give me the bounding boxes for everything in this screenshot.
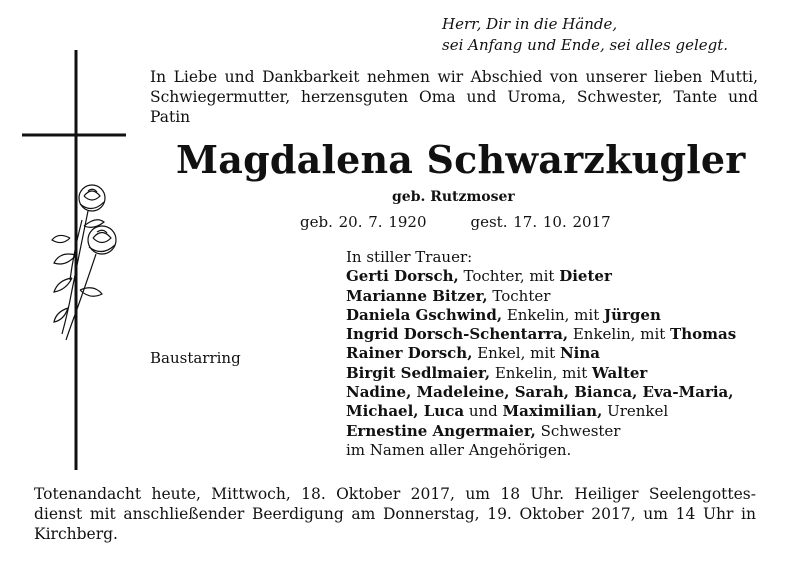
- mourner-row: [346, 344, 756, 363]
- grandchildren-names: Nadine, Madeleine, Sarah, Bianca, Eva-Maria,: [346, 383, 734, 402]
- service-info: [34, 484, 756, 544]
- grandchildren-line-1: [346, 383, 756, 402]
- sister-row: [346, 422, 756, 441]
- sister-relation: Schwester: [535, 421, 621, 440]
- mourner-row: [346, 267, 756, 286]
- mourner-name: Daniela Gschwind,: [346, 305, 503, 324]
- mourner-relation: Tochter: [487, 286, 551, 305]
- mourner-name: Ingrid Dorsch-Schentarra,: [346, 325, 569, 344]
- grandchildren-line-2: [346, 402, 756, 421]
- mourner-row: [346, 364, 756, 383]
- cross-with-roses-icon: [22, 50, 132, 470]
- mourners-list: [346, 248, 756, 460]
- service-info-line-1: Totenandacht heute, Mittwoch, 18. Oktober 2017, um 18 Uhr. Heiliger Seelengottes-: [34, 485, 756, 503]
- conjunction: und: [464, 402, 503, 421]
- mourner-partner: Dieter: [559, 267, 612, 286]
- grandchildren-names-2: Michael, Luca: [346, 402, 465, 421]
- mourner-partner: Nina: [559, 344, 600, 363]
- grandchildren-relation: Urenkel: [602, 402, 669, 421]
- motto-line-1: Herr, Dir in die Hände,: [442, 15, 618, 33]
- birth-date: geb. 20. 7. 1920: [300, 213, 427, 231]
- deceased-name: Magdalena Schwarzkugler: [176, 137, 746, 182]
- mourner-name: Rainer Dorsch,: [346, 344, 473, 363]
- mourner-relation: Enkelin, mit: [490, 363, 592, 382]
- mourner-relation: Tochter, mit: [458, 267, 560, 286]
- place-name: Baustarring: [150, 349, 241, 367]
- mourning-header: In stiller Trauer:: [346, 248, 473, 266]
- closing-line: im Namen aller Angehörigen.: [346, 440, 572, 459]
- mourner-relation: Enkelin, mit: [502, 305, 604, 324]
- service-info-line-3: Kirchberg.: [34, 525, 118, 543]
- mourner-partner: Jürgen: [604, 305, 661, 324]
- motto-line-2: sei Anfang und Ende, sei alles gelegt.: [442, 36, 729, 54]
- mourner-name: Marianne Bitzer,: [346, 286, 488, 305]
- sister-name: Ernestine Angermaier,: [346, 421, 536, 440]
- service-info-line-2: dienst mit anschließender Beerdigung am Donnerstag, 19. Oktober 2017, um 14 Uhr in: [34, 505, 756, 523]
- mourner-partner: Thomas: [670, 325, 737, 344]
- mourner-row: [346, 306, 756, 325]
- mourner-row: [346, 287, 756, 306]
- death-date: gest. 17. 10. 2017: [470, 213, 611, 231]
- mourner-partner: Walter: [592, 363, 648, 382]
- mourner-row: [346, 325, 756, 344]
- motto: [442, 14, 728, 56]
- grandchild-name: Maximilian,: [502, 402, 603, 421]
- life-dates: [300, 212, 611, 232]
- mourner-relation: Enkel, mit: [472, 344, 560, 363]
- mourner-name: Gerti Dorsch,: [346, 267, 459, 286]
- intro-text: In Liebe und Dankbarkeit nehmen wir Abschied von unserer lieben Mutti, Schwiegermutter, herzensguten Oma und Uroma, Schwester, Tante und Patin: [150, 68, 758, 126]
- mourner-relation: Enkelin, mit: [568, 325, 671, 344]
- mourner-name: Birgit Sedlmaier,: [346, 363, 491, 382]
- maiden-name: geb. Rutzmoser: [392, 189, 515, 205]
